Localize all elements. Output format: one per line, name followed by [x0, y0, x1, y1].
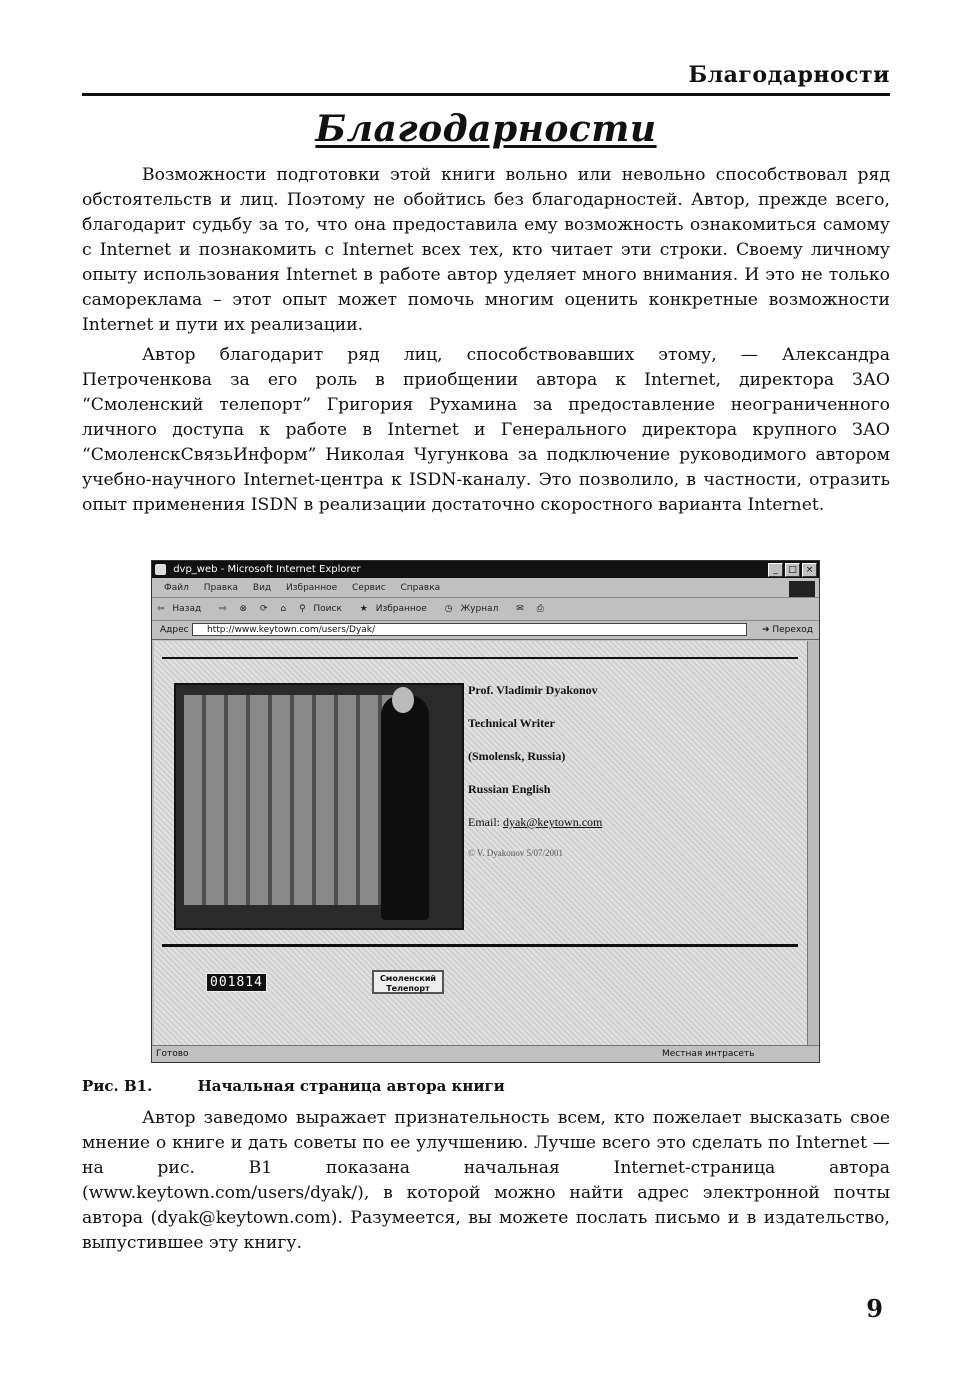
browser-screenshot-figure [151, 560, 820, 1063]
page-title: Благодарности [315, 108, 657, 150]
profile-info [468, 683, 602, 876]
history-label: Журнал [460, 604, 499, 614]
profile-copyright: © V. Dyakonov 5/07/2001 [468, 848, 564, 858]
caption-text: Начальная страница автора книги [197, 1077, 505, 1095]
print-icon[interactable]: ⎙ [536, 604, 544, 614]
page-viewport [154, 641, 808, 1046]
ie-icon [155, 564, 166, 575]
menu-help[interactable]: Справка [400, 583, 441, 593]
minimize-icon[interactable]: _ [768, 563, 783, 577]
favorites-label: Избранное [375, 604, 427, 614]
toolbar [152, 598, 819, 621]
refresh-icon[interactable]: ⟳ [259, 604, 268, 614]
divider-top [162, 657, 798, 659]
paragraph-2: Автор благодарит ряд лиц, способствовавших этому, — Александра Петроченкова за его роль в приобщении автора к Internet, директора ЗАО “Смоленский телепорт” Григория Рухамина за предоставление неограниченного личного доступа к работе в Internet и Генерального директора крупного ЗАО “СмоленскСвязьИнформ” Николая Чугункова за подключение руководимого автором учебно-научного Internet-центра к ISDN-каналу. Это позволило, в частности, отразить опыт применения ISDN в реализации достаточно скоростного варианта Internet. [82, 345, 890, 515]
windows-logo-icon [789, 581, 815, 597]
profile-email-row [468, 815, 602, 830]
page-number: 9 [866, 1294, 883, 1323]
author-photo [174, 683, 464, 930]
email-link[interactable]: dyak@keytown.com [503, 815, 603, 829]
profile-name: Prof. Vladimir Dyakonov [468, 683, 598, 697]
back-button[interactable]: ⇦ Назад [157, 604, 202, 614]
stop-icon[interactable]: ⊗ [239, 604, 248, 614]
header-rule [82, 93, 890, 96]
menu-tools[interactable]: Сервис [352, 583, 386, 593]
address-bar [152, 621, 819, 640]
close-icon[interactable]: × [802, 563, 817, 577]
address-input[interactable]: http://www.keytown.com/users/Dyak/ [192, 623, 747, 636]
window-title: dvp_web - Microsoft Internet Explorer [173, 564, 361, 575]
go-button[interactable]: ➔ Переход [761, 625, 813, 635]
back-label: Назад [172, 604, 202, 614]
menubar [152, 579, 819, 598]
vertical-scrollbar[interactable] [807, 641, 818, 1046]
menu-file[interactable]: Файл [164, 583, 189, 593]
window-titlebar [152, 561, 819, 578]
paragraph-3: Автор заведомо выражает признательность всем, кто пожелает высказать свое мнение о книге и дать советы по ее улучшению. Лучше всего это сделать по Internet — на рис. B1 показана начальная Internet-страница автора (www.keytown.com/users/dyak/), в которой можно найти адрес электронной почты автора (dyak@keytown.com). Разумеется, вы можете послать письмо и в издательство, выпустившее эту книгу. [82, 1108, 890, 1253]
visit-counter: 001814 [206, 973, 267, 992]
figure-caption [82, 1077, 505, 1095]
bookshelf-image [184, 695, 394, 905]
menu-edit[interactable]: Правка [203, 583, 239, 593]
author-head [392, 687, 414, 713]
address-label: Адрес [160, 625, 189, 635]
caption-label: Рис. B1. [82, 1077, 153, 1095]
status-ready: Готово [156, 1049, 189, 1059]
search-button[interactable]: ⚲ Поиск [298, 604, 342, 614]
running-header: Благодарности [688, 62, 890, 88]
go-label: Переход [772, 625, 813, 635]
status-bar [152, 1045, 819, 1062]
profile-languages[interactable]: Russian English [468, 782, 551, 796]
forward-icon[interactable]: ⇨ [219, 604, 227, 614]
history-button[interactable]: ◷ Журнал [444, 604, 499, 614]
home-icon[interactable]: ⌂ [280, 604, 287, 614]
paragraph-1: Возможности подготовки этой книги вольно или невольно способствовал ряд обстоятельств и лиц. Поэтому не обойтись без благодарностей. Автор, прежде всего, благодарит судьбу за то, что она предоставила ему возможность ознакомиться самому с Internet и познакомить с Internet всех тех, кто читает эти строки. Своему личному опыту использования Internet в работе автор уделяет много внимания. И это не только самореклама – этот опыт может помочь многим оценить конкретные возможности Internet и пути их реализации. [82, 165, 890, 335]
email-label: Email: [468, 815, 500, 829]
menu-favorites[interactable]: Избранное [286, 583, 338, 593]
maximize-icon[interactable]: □ [785, 563, 800, 577]
author-figure [381, 695, 429, 920]
window-controls [768, 563, 817, 577]
search-label: Поиск [313, 604, 342, 614]
status-zone: Местная интрасеть [662, 1049, 755, 1059]
profile-location: (Smolensk, Russia) [468, 749, 566, 763]
mail-icon[interactable]: ✉ [516, 604, 524, 614]
menu-view[interactable]: Вид [252, 583, 272, 593]
favorites-button[interactable]: ★ Избранное [359, 604, 427, 614]
profile-role: Technical Writer [468, 716, 555, 730]
teleport-badge[interactable]: Смоленский Телепорт [372, 970, 444, 994]
divider-bottom [162, 944, 798, 947]
